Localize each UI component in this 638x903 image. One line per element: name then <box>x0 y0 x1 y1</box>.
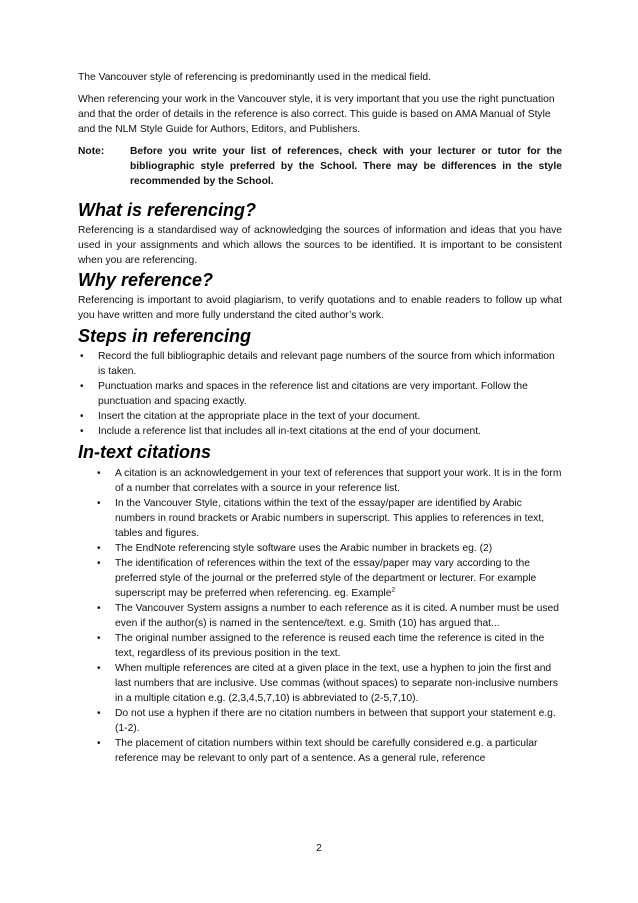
list-item <box>78 379 562 409</box>
intro-paragraph-2: When referencing your work in the Vancouver style, it is very important that you use the right punctuation and that the order of details in the reference is also correct. This guide is based on AMA Manual of Style and the NLM Style Guide for Authors, Editors, and Publishers. <box>78 94 555 135</box>
list-item-text: A citation is an acknowledgement in your text of references that support your work. It is in the form of a number that correlates with a source in your reference list. <box>115 468 562 494</box>
what-is-referencing-body: Referencing is a standardised way of acknowledging the sources of information and ideas that you have used in your assignments and which allows the sources to be identified. It is important to be consistent when you are referencing. <box>78 225 562 266</box>
bullet-icon: • <box>97 663 101 674</box>
heading-steps-in-referencing: Steps in referencing <box>78 326 252 346</box>
bullet-icon: • <box>97 633 101 644</box>
bullet-icon: • <box>97 468 101 479</box>
in-text-citations-list <box>78 466 562 766</box>
bullet-icon: • <box>80 381 84 392</box>
example-superscript: 2 <box>391 586 396 594</box>
note-text: Before you write your list of references, check with your lecturer or tutor for the bibliographic style preferred by the School. There may be differences in the style recommended by the School. <box>130 146 562 187</box>
heading-what-is-referencing: What is referencing? <box>78 200 257 220</box>
bullet-icon: • <box>80 411 84 422</box>
list-item <box>78 496 562 541</box>
list-item-text: The Vancouver System assigns a number to each reference as it is cited. A number must be used even if the author(s) is named in the sentence/text. e.g. Smith (10) has argued that... <box>115 603 559 629</box>
why-reference-body: Referencing is important to avoid plagiarism, to verify quotations and to enable readers to follow up what you have written and more fully understand the cited author’s work. <box>78 295 562 321</box>
list-item <box>78 631 562 661</box>
bullet-icon: • <box>97 498 101 509</box>
list-item <box>78 736 562 766</box>
bullet-icon: • <box>97 603 101 614</box>
bullet-icon: • <box>97 543 101 554</box>
list-item-text: Record the full bibliographic details and relevant page numbers of the source from which information is taken. <box>98 351 555 377</box>
page-number: 2 <box>316 843 322 854</box>
bullet-icon: • <box>80 351 84 362</box>
intro-paragraph-1: The Vancouver style of referencing is predominantly used in the medical field. <box>78 72 431 83</box>
list-item-text: The original number assigned to the reference is reused each time the reference is cited in the text, regardless of its previous position in the text. <box>115 633 545 659</box>
note-block <box>78 144 562 189</box>
bullet-icon: • <box>97 708 101 719</box>
bullet-icon: • <box>97 558 101 569</box>
steps-list <box>78 349 562 439</box>
list-item-text: The placement of citation numbers within text should be carefully considered e.g. a particular reference may be relevant to only part of a sentence. As a general rule, reference <box>115 738 538 764</box>
list-item-text: The identification of references within the text of the essay/paper may vary according to the preferred style of the journal or the preferred style of the department or lecturer. For example superscript may be preferred when referencing. eg. Example <box>115 558 537 599</box>
document-page <box>78 70 562 766</box>
list-item-text: Punctuation marks and spaces in the reference list and citations are very important. Follow the punctuation and spacing exactly. <box>98 381 528 407</box>
list-item-text: Include a reference list that includes all in-text citations at the end of your document. <box>98 426 481 437</box>
list-item <box>78 466 562 496</box>
list-item-text: Do not use a hyphen if there are no citation numbers in between that support your statement e.g. (1-2). <box>115 708 556 734</box>
list-item <box>78 349 562 379</box>
list-item <box>78 556 562 601</box>
heading-in-text-citations: In-text citations <box>78 442 212 462</box>
list-item <box>78 601 562 631</box>
list-item <box>78 706 562 736</box>
list-item <box>78 424 562 439</box>
list-item <box>78 409 562 424</box>
bullet-icon: • <box>80 426 84 437</box>
note-label: Note: <box>78 146 105 157</box>
list-item-text: The EndNote referencing style software uses the Arabic number in brackets eg. (2) <box>115 543 493 554</box>
list-item-text: In the Vancouver Style, citations within the text of the essay/paper are identified by Arabic numbers in round brackets or Arabic numbers in superscript. This applies to references in text, tables and figures. <box>115 498 545 539</box>
list-item-text: When multiple references are cited at a given place in the text, use a hyphen to join the first and last numbers that are inclusive. Use commas (without spaces) to separate non-inclusive numbers in a multiple citation e.g. (2,3,4,5,7,10) is abbreviated to (2-5,7,10). <box>115 663 558 704</box>
list-item <box>78 541 562 556</box>
list-item-text: Insert the citation at the appropriate place in the text of your document. <box>98 411 421 422</box>
bullet-icon: • <box>97 738 101 749</box>
heading-why-reference: Why reference? <box>78 270 214 290</box>
list-item <box>78 661 562 706</box>
